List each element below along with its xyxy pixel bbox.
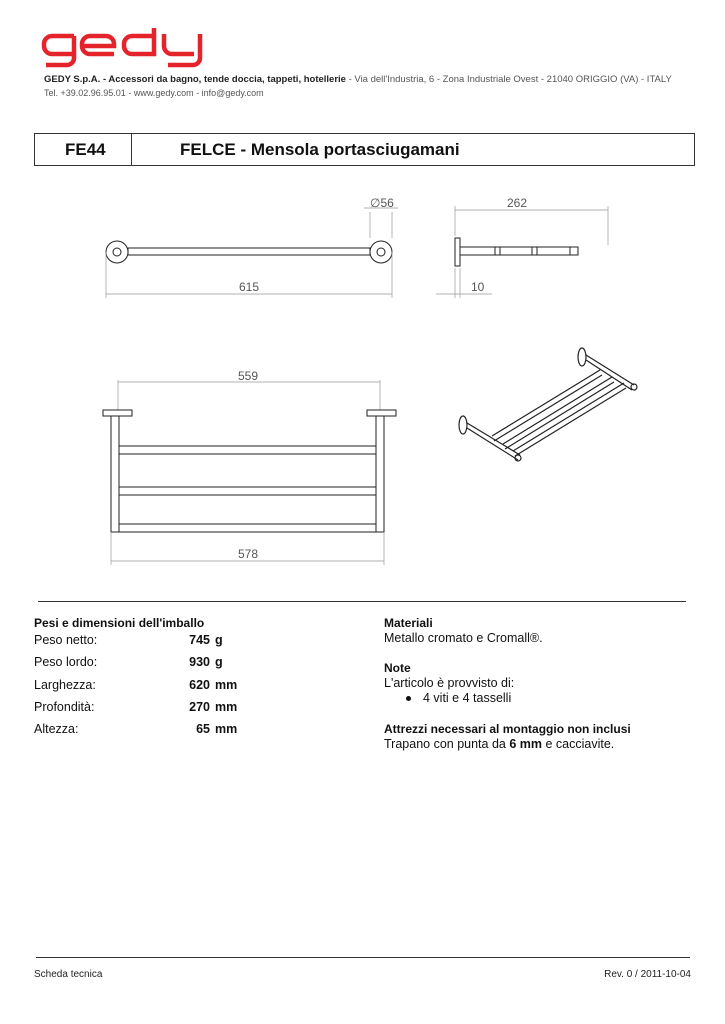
dim-top-inner: 559 xyxy=(238,369,259,383)
dim-diameter: ∅56 xyxy=(370,196,394,210)
row-unit: mm xyxy=(215,700,238,714)
footer-right: Rev. 0 / 2011-10-04 xyxy=(604,969,691,980)
row-unit: mm xyxy=(215,722,238,736)
materials-text: Metallo cromato e Cromall®. xyxy=(384,631,543,645)
row-label: Peso netto: xyxy=(34,633,98,647)
side-view-drawing xyxy=(436,206,608,298)
tools-text-after: e cacciavite. xyxy=(541,737,615,751)
gedy-logo xyxy=(40,26,210,68)
row-unit: mm xyxy=(215,678,238,692)
tools-title: Attrezzi necessari al montaggio non inclusi xyxy=(384,722,631,736)
footer-left: Scheda tecnica xyxy=(34,969,103,980)
row-label: Profondità: xyxy=(34,700,95,714)
product-name: FELCE - Mensola portasciugamani xyxy=(180,140,460,159)
isometric-drawing xyxy=(459,348,637,461)
row-label: Larghezza: xyxy=(34,678,96,692)
contacts-line: Tel. +39.02.96.95.01 - www.gedy.com - info@gedy.com xyxy=(44,88,264,98)
package-row xyxy=(34,633,294,649)
package-row xyxy=(34,700,294,716)
footer-divider xyxy=(36,957,690,958)
notes-bullet-item xyxy=(406,691,511,705)
company-address: - Via dell'Industria, 6 - Zona Industriale Ovest - 21040 ORIGGIO (VA) - ITALY xyxy=(345,74,672,85)
package-row xyxy=(34,655,294,671)
row-unit: g xyxy=(215,633,223,647)
row-value: 270 xyxy=(189,700,210,714)
package-table xyxy=(34,633,294,753)
row-value: 930 xyxy=(189,655,210,669)
dim-side-depth: 262 xyxy=(507,196,528,210)
materials-title: Materiali xyxy=(384,616,433,630)
top-view-drawing xyxy=(103,380,396,565)
dim-side-thickness: 10 xyxy=(471,280,485,294)
company-name: GEDY S.p.A. - Accessori da bagno, tende doccia, tappeti, hotellerie xyxy=(44,74,346,85)
dim-top-outer: 578 xyxy=(238,547,259,561)
product-code: FE44 xyxy=(65,140,106,159)
bullet-icon xyxy=(406,696,411,701)
row-value: 745 xyxy=(189,633,210,647)
notes-text: L'articolo è provvisto di: xyxy=(384,676,515,690)
notes-title: Note xyxy=(384,661,411,675)
row-value: 620 xyxy=(189,678,210,692)
row-value: 65 xyxy=(196,722,210,736)
package-title: Pesi e dimensioni dell'imballo xyxy=(34,616,205,630)
company-line xyxy=(44,74,672,85)
tools-text-before: Trapano con punta da xyxy=(384,737,510,751)
dim-front-width: 615 xyxy=(239,280,260,294)
tools-text-bold: 6 mm xyxy=(509,737,542,751)
row-unit: g xyxy=(215,655,223,669)
package-row xyxy=(34,678,294,694)
package-row xyxy=(34,722,294,738)
technical-drawings xyxy=(0,180,725,600)
section-divider xyxy=(38,601,686,602)
title-box xyxy=(34,133,695,166)
tools-text xyxy=(384,737,614,751)
title-divider xyxy=(131,134,132,165)
notes-bullet-text: 4 viti e 4 tasselli xyxy=(423,691,512,705)
row-label: Altezza: xyxy=(34,722,79,736)
row-label: Peso lordo: xyxy=(34,655,98,669)
